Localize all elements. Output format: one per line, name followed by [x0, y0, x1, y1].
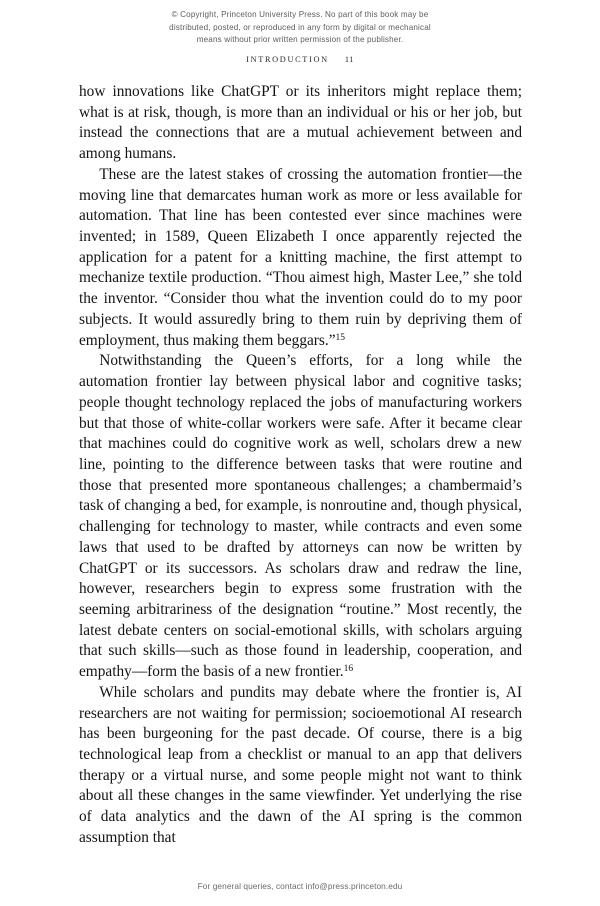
paragraph-2-text: These are the latest stakes of crossing the automation frontier—the moving line that demarcates human work as more or less available for automation. That line has been contested ever since machines were invented; in 1589, Queen Elizabeth I once apparently rejected the application for a patent for a knitting machine, the first attempt to mechanize textile production. “Thou aimest high, Master Lee,” she told the inventor. “Consider thou what the invention could do to my poor subjects. It would assuredly bring to them ruin by depriving them of employment, thus making them beggars.”	[79, 165, 522, 349]
paragraph-1	[79, 82, 522, 165]
copyright-line-3: means without prior written permission of the publisher.	[196, 35, 404, 45]
paragraph-3-text: Notwithstanding the Queen’s efforts, for a long while the automation frontier lay between physical labor and cognitive tasks; people thought technology replaced the jobs of manufacturing workers but that those of white-collar workers were safe. After it became clear that machines could do cognitive work as well, scholars drew a new line, pointing to the difference between tasks that were routine and those that presented more spontaneous challenges; a chambermaid’s task of changing a bed, for example, is nonroutine and, though physical, challenging for technology to master, while contracts and even some laws that used to be drafted by attorneys can now be written by ChatGPT or its successors. As scholars draw and redraw the line, however, researchers begin to express some frustration with the seeming arbitrariness of the designation “routine.” Most recently, the latest debate centers on social-emotional skills, with scholars arguing that such skills—such as those found in leadership, cooperation, and empathy—form the basis of a new frontier.	[79, 352, 522, 681]
copyright-notice	[0, 9, 600, 47]
page-number: 11	[344, 55, 354, 64]
paragraph-4	[79, 683, 522, 849]
paragraph-3	[79, 351, 522, 683]
footer-contact-notice: For general queries, contact info@press.princeton.edu	[197, 881, 403, 891]
copyright-line-2: distributed, posted, or reproduced in any form by digital or mechanical	[169, 22, 431, 32]
running-head	[0, 55, 600, 64]
footnote-marker-16: 16	[343, 664, 354, 675]
footnote-marker-15: 15	[335, 332, 346, 343]
copyright-line-1: © Copyright, Princeton University Press. No part of this book may be	[171, 10, 429, 19]
body-text	[79, 82, 522, 849]
paragraph-2	[79, 165, 522, 351]
paragraph-1-text: how innovations like ChatGPT or its inheritors might replace them; what is at risk, though, is more than an individual or his or her job, but instead the connections that are a mutual achievement between and among humans.	[79, 83, 522, 163]
running-head-title: INTRODUCTION	[246, 55, 329, 64]
paragraph-4-text: While scholars and pundits may debate where the frontier is, AI researchers are not waiting for permission; socioemotional AI research has been burgeoning for the past decade. Of course, there is a big technological leap from a checklist or manual to an app that delivers therapy or a virtual nurse, and some people might not want to think about all these changes in the same viewfinder. Yet underlying the rise of data analytics and the dawn of the AI spring is the common assumption that	[79, 683, 522, 846]
